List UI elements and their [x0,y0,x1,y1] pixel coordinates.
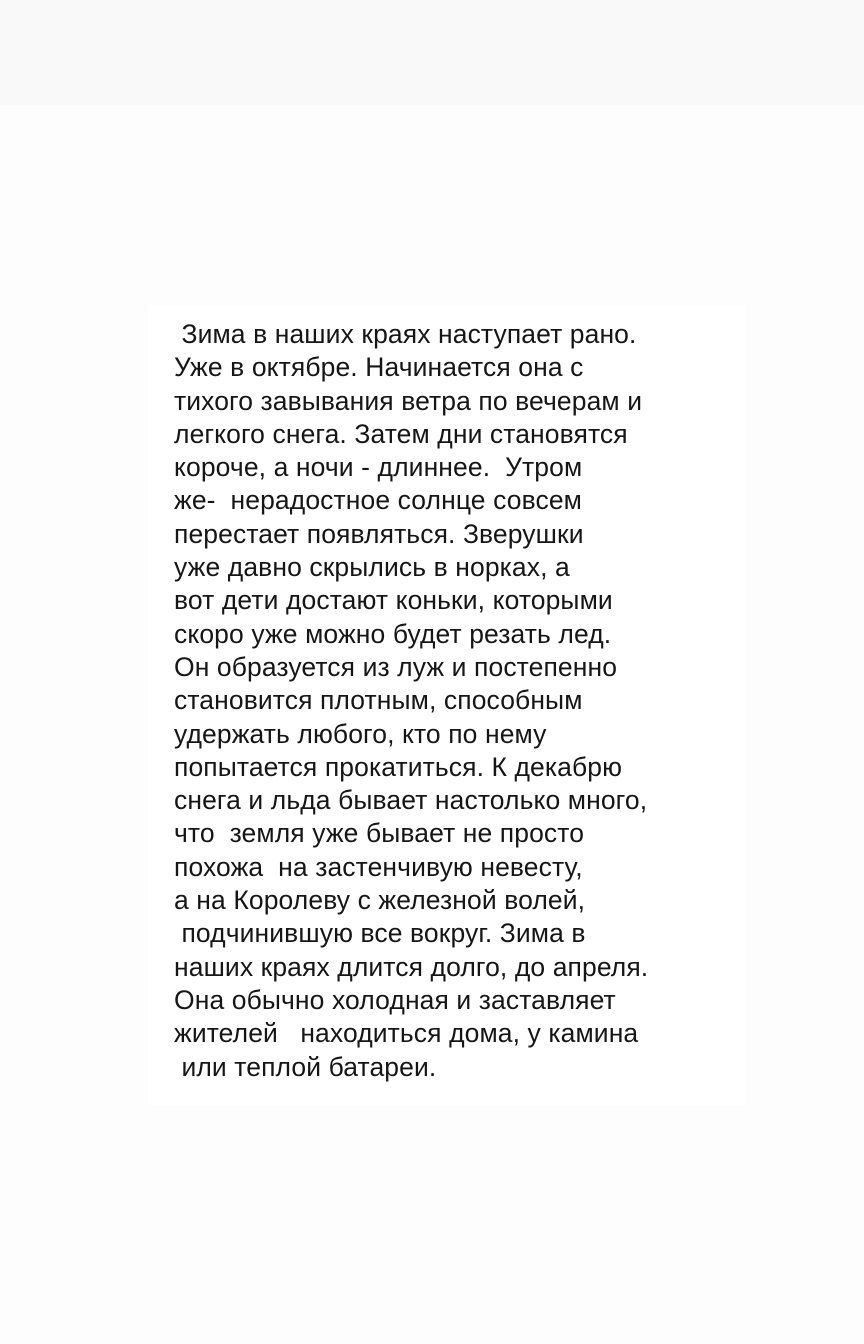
text-line: скоро уже можно будет резать лед. [174,618,612,649]
text-line: что земля уже бывает не просто [174,818,585,849]
essay-text [174,318,734,1084]
text-line: снега и льда бывает настолько много, [174,785,648,816]
text-line: Зима в наших краях наступает рано. [174,319,637,349]
text-line: короче, а ночи - длиннее. Утром [174,452,583,483]
text-line: легкого снега. Затем дни становятся [174,418,628,449]
text-line: Он образуется из луж и постепенно [174,651,618,682]
text-line: вот дети достают коньки, которыми [174,585,613,616]
text-line: уже давно скрылись в норках, а [174,552,570,583]
text-line: похожа на застенчивую невесту, [174,851,583,882]
text-line: тихого завывания ветра по вечерам и [174,385,643,416]
text-line: перестает появляться. Зверушки [174,518,584,549]
text-line: или теплой батареи. [174,1051,437,1082]
text-line: удержать любого, кто по нему [174,718,547,749]
text-line: подчинившую все вокруг. Зима в [174,918,586,949]
text-line: Уже в октябре. Начинается она с [174,352,584,383]
text-line: попытается прокатиться. К декабрю [174,751,623,782]
text-line: становится плотным, способным [174,685,583,716]
text-line: наших краях длится долго, до апреля. [174,951,649,982]
page-background-band [0,0,864,105]
text-line: а на Королеву с железной волей, [174,885,586,916]
text-line: жителей находиться дома, у камина [174,1018,639,1049]
text-line: же- нерадостное солнце совсем [174,485,582,516]
text-line: Она обычно холодная и заставляет [174,984,616,1015]
